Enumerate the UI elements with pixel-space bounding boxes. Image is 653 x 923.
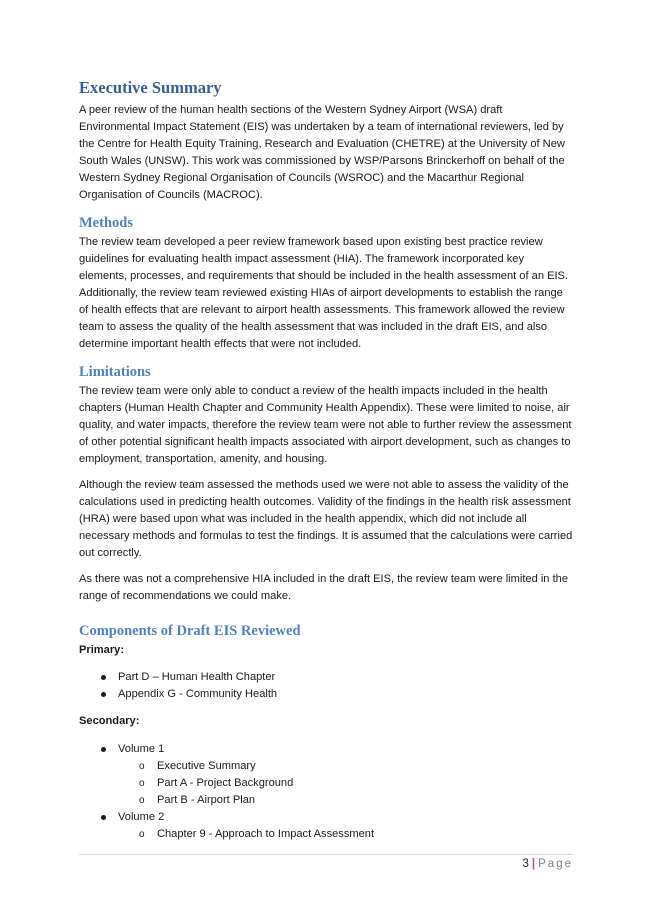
executive-summary-section	[79, 78, 573, 204]
list-item: Appendix G - Community Health	[79, 686, 573, 703]
volume-1-sublist	[79, 758, 573, 809]
list-item-volume-1	[79, 741, 573, 809]
footer-separator: |	[531, 858, 536, 870]
footer-divider	[79, 854, 573, 855]
sub-list-item: o Part A - Project Background	[79, 775, 573, 792]
volume-1-label: Volume 1	[118, 743, 165, 755]
limitations-section	[79, 363, 573, 605]
secondary-list	[79, 741, 573, 843]
components-heading: Components of Draft EIS Reviewed	[79, 623, 301, 639]
list-item: Part D – Human Health Chapter	[79, 669, 573, 686]
limitations-paragraph: As there was not a comprehensive HIA included in the draft EIS, the review team were limited in the range of recommendations we could make.	[79, 573, 568, 602]
components-section	[79, 622, 573, 843]
secondary-label: Secondary:	[79, 715, 140, 727]
page-footer	[523, 856, 573, 872]
sub-list-item: o Executive Summary	[79, 758, 573, 775]
page-word: Page	[538, 858, 573, 870]
limitations-heading: Limitations	[79, 364, 151, 380]
executive-summary-text: A peer review of the human health sections of the Western Sydney Airport (WSA) draft Environmental Impact Statement (EIS) was undertaken by a team of international reviewers, led by the Centre for Health Equity Training, Research and Evaluation (CHETRE) at the University of New South Wales (UNSW). This work was commissioned by WSP/Parsons Brinckerhoff on behalf of the Western Sydney Regional Organisation of Councils (WSROC) and the Macarthur Regional Organisation of Councils (MACROC).	[79, 104, 565, 201]
volume-2-sublist	[79, 826, 573, 843]
list-item-volume-2	[79, 809, 573, 843]
executive-summary-heading: Executive Summary	[79, 78, 222, 97]
methods-heading: Methods	[79, 215, 133, 231]
primary-label: Primary:	[79, 644, 125, 656]
document-page	[79, 78, 573, 853]
volume-2-label: Volume 2	[118, 811, 165, 823]
methods-text: The review team developed a peer review framework based upon existing best practice review guidelines for evaluating health impact assessment (HIA). The framework incorporated key elements, processes, and requirements that should be included in the health assessment of an EIS. Additionally, the review team reviewed existing HIAs of airport developments to establish the range of health effects that are relevant to airport health assessments. This framework allowed the review team to assess the quality of the health assessment that was included in the draft EIS, and also determine important health effects that were not included.	[79, 236, 569, 350]
sub-list-item: o Part B - Airport Plan	[79, 792, 573, 809]
page-number: 3	[522, 858, 529, 870]
limitations-paragraph: The review team were only able to conduct a review of the health impacts included in the health chapters (Human Health Chapter and Community Health Appendix). These were limited to noise, air quality, and water impacts, therefore the review team were not able to further review the assessment of other potential significant health impacts associated with airport development, such as changes to employment, transportation, amenity, and housing.	[79, 385, 572, 465]
limitations-paragraph: Although the review team assessed the methods used we were not able to assess the validity of the calculations used in predicting health outcomes. Validity of the findings in the health risk assessment (HRA) were based upon what was included in the health appendix, which did not include all necessary methods and formulas to test the findings. It is assumed that the calculations were carried out correctly.	[79, 479, 573, 559]
methods-section	[79, 214, 573, 353]
primary-list	[79, 669, 573, 703]
sub-list-item: o Chapter 9 - Approach to Impact Assessment	[79, 826, 573, 843]
